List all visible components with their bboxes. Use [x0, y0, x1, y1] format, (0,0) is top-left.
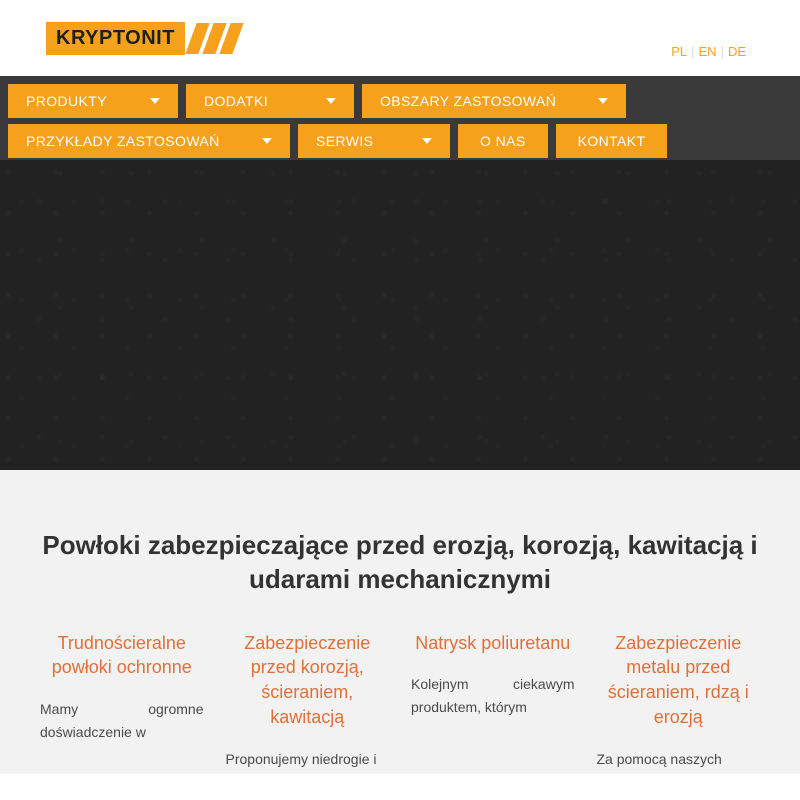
nav-item-serwis-label: SERWIS [316, 133, 374, 149]
site-logo[interactable] [46, 20, 242, 56]
feature-column-3-heading[interactable]: Natrysk poliuretanu [415, 632, 571, 653]
language-separator-2: | [720, 44, 724, 59]
nav-item-produkty[interactable] [8, 84, 178, 118]
language-link-en[interactable]: EN [698, 44, 717, 59]
chevron-down-icon [150, 98, 160, 104]
nav-item-dodatki-label: DODATKI [204, 93, 268, 109]
chevron-down-icon [598, 98, 608, 104]
nav-item-kontakt[interactable] [556, 124, 668, 158]
nav-item-kontakt-label: KONTAKT [577, 133, 646, 149]
feature-column-3-body: Kolejnym ciekawym produktem, którym [411, 676, 575, 716]
feature-column-2-body: Proponujemy niedrogie i [225, 750, 377, 767]
feature-column-4-heading[interactable]: Zabezpieczenie metalu przed ścieraniem, rdzą i erozją [607, 632, 749, 728]
hero-banner [0, 160, 800, 470]
feature-column-3 [411, 631, 575, 771]
nav-row-1 [0, 84, 800, 118]
logo-slashes-icon [191, 22, 242, 54]
feature-column-1 [40, 631, 204, 771]
feature-column-4-body: Za pomocą naszych [596, 750, 722, 767]
chevron-down-icon [262, 138, 272, 144]
main-navigation [0, 76, 800, 160]
language-separator-1: | [691, 44, 695, 59]
language-switcher [669, 44, 748, 59]
chevron-down-icon [422, 138, 432, 144]
feature-column-2 [226, 631, 390, 771]
nav-row-2 [0, 124, 800, 158]
feature-column-1-body: Mamy ogromne doświadczenie w [40, 701, 204, 740]
nav-item-obszary-zastosowan-label: OBSZARY ZASTOSOWAŃ [380, 93, 557, 109]
nav-item-dodatki[interactable] [186, 84, 354, 118]
feature-columns [40, 631, 760, 771]
nav-item-o-nas-label: O NAS [480, 133, 526, 149]
main-content [0, 470, 800, 774]
nav-item-produkty-label: PRODUKTY [26, 93, 107, 109]
nav-item-przyklady-zastosowan[interactable] [8, 124, 290, 158]
chevron-down-icon [326, 98, 336, 104]
nav-item-obszary-zastosowan[interactable] [362, 84, 626, 118]
language-link-de[interactable]: DE [727, 44, 746, 59]
nav-item-przyklady-zastosowan-label: PRZYKŁADY ZASTOSOWAŃ [26, 133, 220, 149]
site-header [0, 0, 800, 76]
nav-item-serwis[interactable] [298, 124, 450, 158]
nav-item-o-nas[interactable] [458, 124, 548, 158]
logo-text: KRYPTONIT [46, 22, 185, 55]
page-title: Powłoki zabezpieczające przed erozją, korozją, kawitacją i udarami mechanicznymi [42, 530, 758, 595]
feature-column-2-heading[interactable]: Zabezpieczenie przed korozją, ścieraniem, kawitacją [244, 632, 371, 728]
language-link-pl[interactable]: PL [671, 44, 688, 59]
feature-column-1-heading[interactable]: Trudnościeralne powłoki ochronne [51, 632, 192, 678]
feature-column-4 [597, 631, 761, 771]
